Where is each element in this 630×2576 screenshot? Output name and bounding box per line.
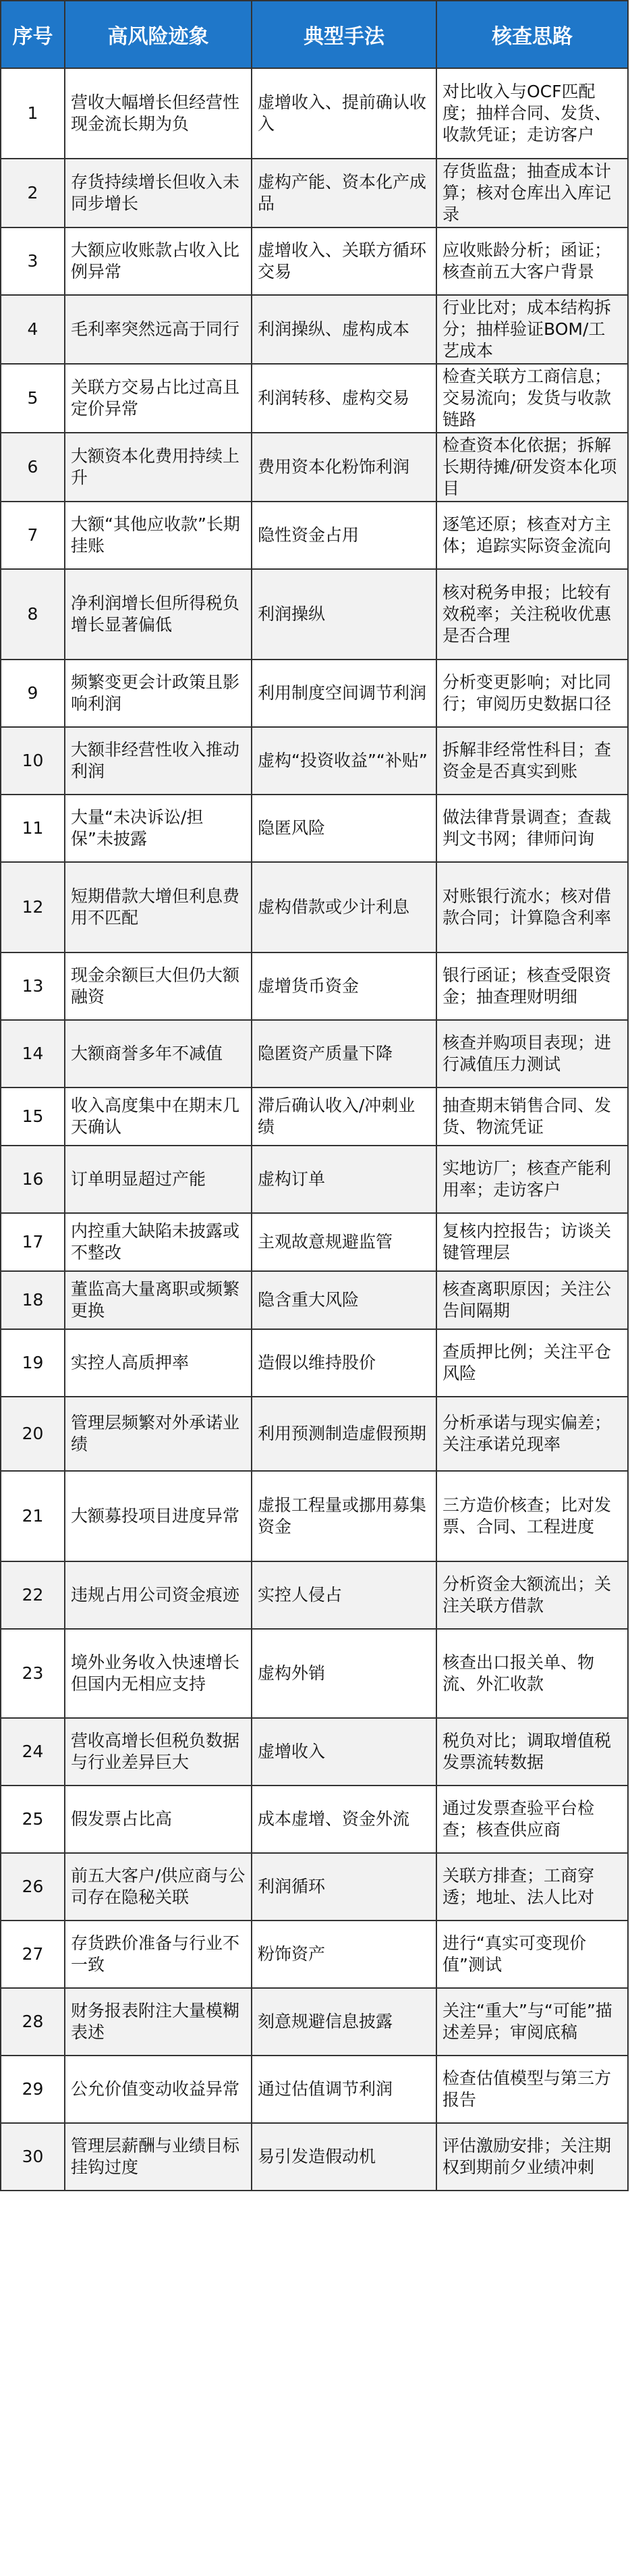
- row-number: 3: [1, 227, 65, 295]
- table-row: [1, 227, 628, 295]
- check-approach-cell: 税负对比；调取增值税发票流转数据: [436, 1718, 628, 1786]
- table-row: [1, 660, 628, 727]
- risk-sign-cell: 大额非经营性收入推动利润: [65, 727, 252, 795]
- risk-sign-cell: 频繁变更会计政策且影响利润: [65, 660, 252, 727]
- risk-sign-cell: 公允价值变动收益异常: [65, 2056, 252, 2123]
- table-row: [1, 295, 628, 364]
- risk-sign-cell: 营收大幅增长但经营性现金流长期为负: [65, 68, 252, 159]
- row-number: 24: [1, 1718, 65, 1786]
- header-check-approach: 核查思路: [436, 1, 628, 68]
- risk-sign-cell: 订单明显超过产能: [65, 1146, 252, 1213]
- check-approach-cell: 做法律背景调查；查裁判文书网；律师问询: [436, 795, 628, 862]
- check-approach-cell: 三方造价核查；比对发票、合同、工程进度: [436, 1471, 628, 1561]
- typical-method-cell: 虚构外销: [252, 1629, 436, 1718]
- table-row: [1, 1329, 628, 1397]
- table-row: [1, 862, 628, 952]
- row-number: 9: [1, 660, 65, 727]
- typical-method-cell: 虚报工程量或挪用募集资金: [252, 1471, 436, 1561]
- typical-method-cell: 隐性资金占用: [252, 502, 436, 569]
- risk-sign-cell: 财务报表附注大量模糊表述: [65, 1988, 252, 2056]
- row-number: 17: [1, 1213, 65, 1271]
- table-row: [1, 159, 628, 227]
- table-row: [1, 1397, 628, 1471]
- table-row: [1, 569, 628, 660]
- check-approach-cell: 复核内控报告；访谈关键管理层: [436, 1213, 628, 1271]
- typical-method-cell: 虚增收入: [252, 1718, 436, 1786]
- check-approach-cell: 检查关联方工商信息；交易流向；发货与收款链路: [436, 364, 628, 433]
- risk-sign-cell: 短期借款大增但利息费用不匹配: [65, 862, 252, 952]
- table-row: [1, 1146, 628, 1213]
- table-row: [1, 1088, 628, 1146]
- typical-method-cell: 通过估值调节利润: [252, 2056, 436, 2123]
- risk-sign-cell: 大额应收账款占收入比例异常: [65, 227, 252, 295]
- row-number: 29: [1, 2056, 65, 2123]
- row-number: 26: [1, 1853, 65, 1921]
- check-approach-cell: 核对税务申报；比较有效税率；关注税收优惠是否合理: [436, 569, 628, 660]
- table-row: [1, 727, 628, 795]
- risk-sign-cell: 现金余额巨大但仍大额融资: [65, 952, 252, 1020]
- risk-sign-cell: 境外业务收入快速增长但国内无相应支持: [65, 1629, 252, 1718]
- risk-sign-cell: 净利润增长但所得税负增长显著偏低: [65, 569, 252, 660]
- typical-method-cell: 造假以维持股价: [252, 1329, 436, 1397]
- check-approach-cell: 关联方排查；工商穿透；地址、法人比对: [436, 1853, 628, 1921]
- row-number: 20: [1, 1397, 65, 1471]
- check-approach-cell: 核查出口报关单、物流、外汇收款: [436, 1629, 628, 1718]
- row-number: 7: [1, 502, 65, 569]
- risk-sign-cell: 存货跌价准备与行业不一致: [65, 1921, 252, 1988]
- table-row: [1, 364, 628, 433]
- typical-method-cell: 虚增货币资金: [252, 952, 436, 1020]
- row-number: 18: [1, 1271, 65, 1329]
- typical-method-cell: 利用制度空间调节利润: [252, 660, 436, 727]
- check-approach-cell: 检查估值模型与第三方报告: [436, 2056, 628, 2123]
- row-number: 11: [1, 795, 65, 862]
- table-row: [1, 1718, 628, 1786]
- risk-sign-cell: 假发票占比高: [65, 1786, 252, 1853]
- typical-method-cell: 虚构订单: [252, 1146, 436, 1213]
- risk-sign-cell: 违规占用公司资金痕迹: [65, 1561, 252, 1629]
- risk-sign-cell: 存货持续增长但收入未同步增长: [65, 159, 252, 227]
- typical-method-cell: 利润转移、虚构交易: [252, 364, 436, 433]
- table-body: [1, 68, 628, 2191]
- typical-method-cell: 刻意规避信息披露: [252, 1988, 436, 2056]
- table-row: [1, 1921, 628, 1988]
- risk-sign-cell: 内控重大缺陷未披露或不整改: [65, 1213, 252, 1271]
- check-approach-cell: 对账银行流水；核对借款合同；计算隐含利率: [436, 862, 628, 952]
- risk-sign-cell: 收入高度集中在期末几天确认: [65, 1088, 252, 1146]
- check-approach-cell: 行业比对；成本结构拆分；抽样验证BOM/工艺成本: [436, 295, 628, 364]
- check-approach-cell: 进行“真实可变现价值”测试: [436, 1921, 628, 1988]
- risk-sign-cell: 关联方交易占比过高且定价异常: [65, 364, 252, 433]
- risk-sign-cell: 前五大客户/供应商与公司存在隐秘关联: [65, 1853, 252, 1921]
- table-row: [1, 502, 628, 569]
- row-number: 1: [1, 68, 65, 159]
- typical-method-cell: 虚增收入、关联方循环交易: [252, 227, 436, 295]
- check-approach-cell: 分析变更影响；对比同行；审阅历史数据口径: [436, 660, 628, 727]
- check-approach-cell: 拆解非经常性科目；查资金是否真实到账: [436, 727, 628, 795]
- header-risk-sign: 高风险迹象: [65, 1, 252, 68]
- row-number: 5: [1, 364, 65, 433]
- risk-sign-cell: 管理层薪酬与业绩目标挂钩过度: [65, 2123, 252, 2191]
- risk-sign-cell: 营收高增长但税负数据与行业差异巨大: [65, 1718, 252, 1786]
- check-approach-cell: 抽查期末销售合同、发货、物流凭证: [436, 1088, 628, 1146]
- row-number: 23: [1, 1629, 65, 1718]
- table-row: [1, 1471, 628, 1561]
- row-number: 13: [1, 952, 65, 1020]
- typical-method-cell: 虚构借款或少计利息: [252, 862, 436, 952]
- typical-method-cell: 利润操纵、虚构成本: [252, 295, 436, 364]
- risk-sign-cell: 大额商誉多年不减值: [65, 1020, 252, 1088]
- row-number: 4: [1, 295, 65, 364]
- typical-method-cell: 虚构产能、资本化产成品: [252, 159, 436, 227]
- typical-method-cell: 主观故意规避监管: [252, 1213, 436, 1271]
- header-row: [1, 1, 628, 68]
- table-row: [1, 1561, 628, 1629]
- row-number: 10: [1, 727, 65, 795]
- table-header: [1, 1, 628, 68]
- check-approach-cell: 银行函证；核查受限资金；抽查理财明细: [436, 952, 628, 1020]
- risk-sign-cell: 实控人高质押率: [65, 1329, 252, 1397]
- risk-sign-cell: 董监高大量离职或频繁更换: [65, 1271, 252, 1329]
- typical-method-cell: 隐匿风险: [252, 795, 436, 862]
- table-row: [1, 1020, 628, 1088]
- header-typical-method: 典型手法: [252, 1, 436, 68]
- row-number: 6: [1, 433, 65, 502]
- risk-sign-cell: 大额资本化费用持续上升: [65, 433, 252, 502]
- table-row: [1, 2123, 628, 2191]
- check-approach-cell: 逐笔还原；核查对方主体；追踪实际资金流向: [436, 502, 628, 569]
- typical-method-cell: 利润循环: [252, 1853, 436, 1921]
- table-row: [1, 68, 628, 159]
- table-row: [1, 2056, 628, 2123]
- row-number: 15: [1, 1088, 65, 1146]
- check-approach-cell: 关注“重大”与“可能”描述差异；审阅底稿: [436, 1988, 628, 2056]
- check-approach-cell: 评估激励安排；关注期权到期前夕业绩冲刺: [436, 2123, 628, 2191]
- check-approach-cell: 检查资本化依据；拆解长期待摊/研发资本化项目: [436, 433, 628, 502]
- typical-method-cell: 实控人侵占: [252, 1561, 436, 1629]
- table-row: [1, 1988, 628, 2056]
- row-number: 28: [1, 1988, 65, 2056]
- header-no: 序号: [1, 1, 65, 68]
- check-approach-cell: 分析资金大额流出；关注关联方借款: [436, 1561, 628, 1629]
- check-approach-cell: 分析承诺与现实偏差；关注承诺兑现率: [436, 1397, 628, 1471]
- table-row: [1, 1271, 628, 1329]
- typical-method-cell: 滞后确认收入/冲刺业绩: [252, 1088, 436, 1146]
- risk-sign-cell: 毛利率突然远高于同行: [65, 295, 252, 364]
- typical-method-cell: 粉饰资产: [252, 1921, 436, 1988]
- row-number: 16: [1, 1146, 65, 1213]
- row-number: 27: [1, 1921, 65, 1988]
- typical-method-cell: 费用资本化粉饰利润: [252, 433, 436, 502]
- row-number: 8: [1, 569, 65, 660]
- check-approach-cell: 对比收入与OCF匹配度；抽样合同、发货、收款凭证；走访客户: [436, 68, 628, 159]
- table-row: [1, 795, 628, 862]
- table-row: [1, 952, 628, 1020]
- check-approach-cell: 实地访厂；核查产能利用率；走访客户: [436, 1146, 628, 1213]
- row-number: 14: [1, 1020, 65, 1088]
- check-approach-cell: 查质押比例；关注平仓风险: [436, 1329, 628, 1397]
- table-row: [1, 1853, 628, 1921]
- risk-sign-cell: 管理层频繁对外承诺业绩: [65, 1397, 252, 1471]
- row-number: 25: [1, 1786, 65, 1853]
- table-row: [1, 1213, 628, 1271]
- typical-method-cell: 利用预测制造虚假预期: [252, 1397, 436, 1471]
- typical-method-cell: 虚增收入、提前确认收入: [252, 68, 436, 159]
- typical-method-cell: 虚构“投资收益”“补贴”: [252, 727, 436, 795]
- typical-method-cell: 成本虚增、资金外流: [252, 1786, 436, 1853]
- row-number: 21: [1, 1471, 65, 1561]
- table-row: [1, 1629, 628, 1718]
- typical-method-cell: 隐含重大风险: [252, 1271, 436, 1329]
- row-number: 2: [1, 159, 65, 227]
- row-number: 22: [1, 1561, 65, 1629]
- table-row: [1, 433, 628, 502]
- check-approach-cell: 存货监盘；抽查成本计算；核对仓库出入库记录: [436, 159, 628, 227]
- row-number: 12: [1, 862, 65, 952]
- row-number: 30: [1, 2123, 65, 2191]
- check-approach-cell: 应收账龄分析；函证；核查前五大客户背景: [436, 227, 628, 295]
- risk-sign-cell: 大额募投项目进度异常: [65, 1471, 252, 1561]
- check-approach-cell: 核查离职原因；关注公告间隔期: [436, 1271, 628, 1329]
- typical-method-cell: 隐匿资产质量下降: [252, 1020, 436, 1088]
- check-approach-cell: 通过发票查验平台检查；核查供应商: [436, 1786, 628, 1853]
- typical-method-cell: 利润操纵: [252, 569, 436, 660]
- check-approach-cell: 核查并购项目表现；进行减值压力测试: [436, 1020, 628, 1088]
- table-row: [1, 1786, 628, 1853]
- risk-sign-cell: 大额“其他应收款”长期挂账: [65, 502, 252, 569]
- row-number: 19: [1, 1329, 65, 1397]
- risk-sign-cell: 大量“未决诉讼/担保”未披露: [65, 795, 252, 862]
- typical-method-cell: 易引发造假动机: [252, 2123, 436, 2191]
